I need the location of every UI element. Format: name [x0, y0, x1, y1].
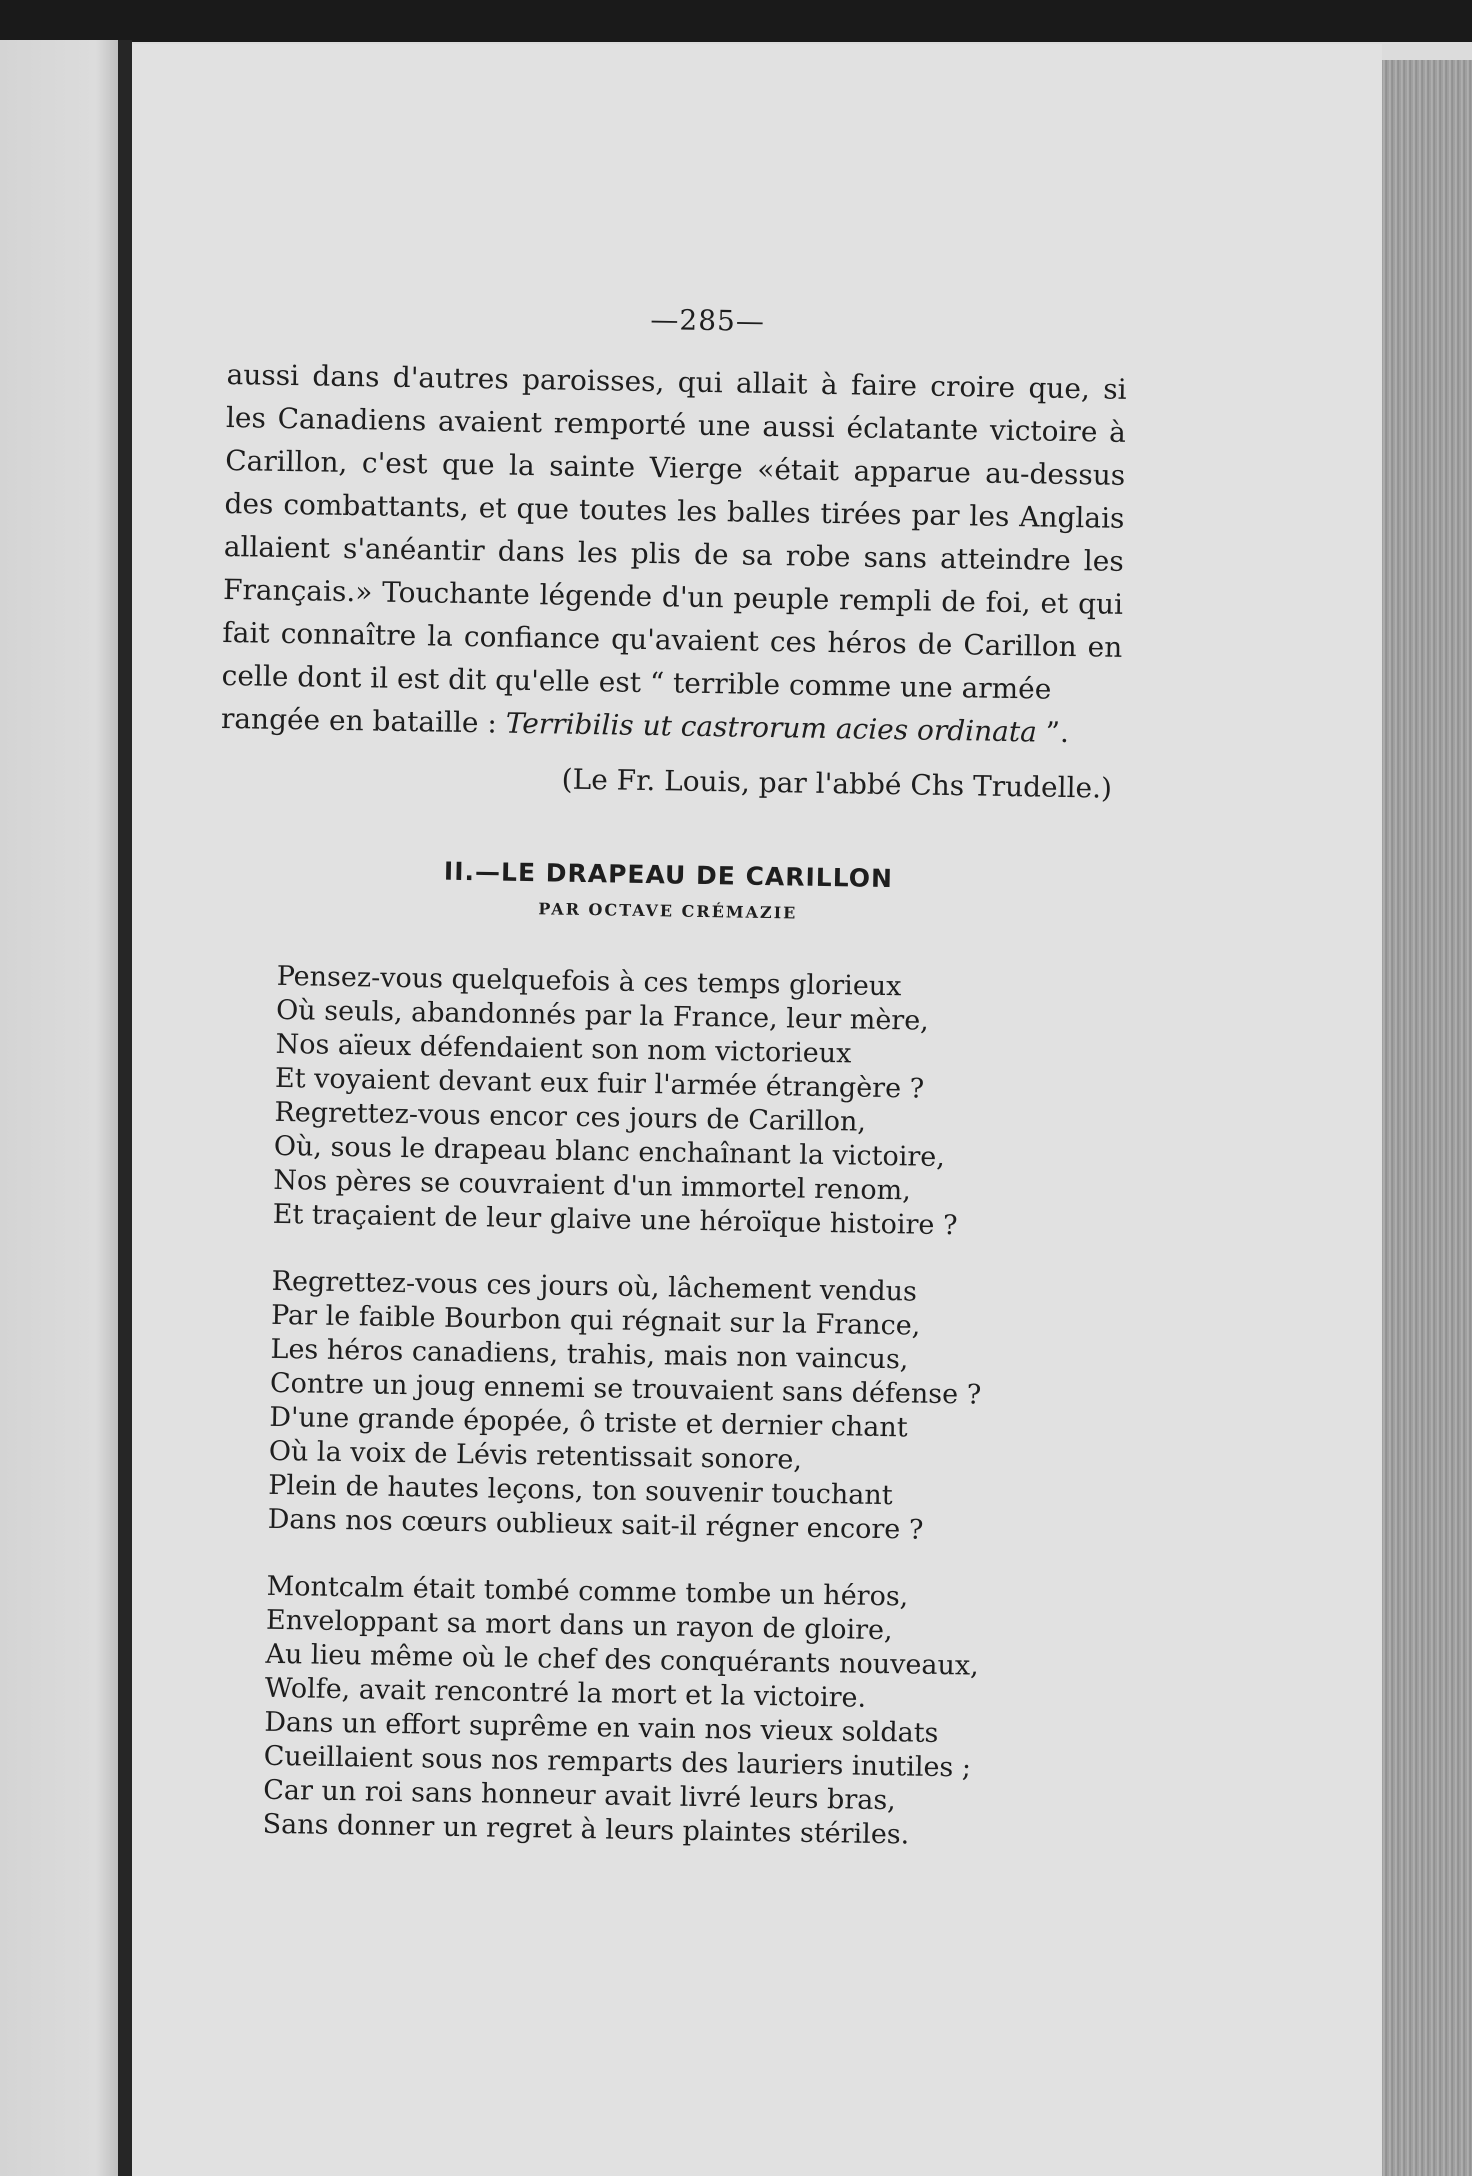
verse-line: Et traçaient de leur glaive une héroïque histoire ?: [272, 1198, 958, 1242]
prose-text: aussi dans d'autres paroisses, qui allait à faire croire que, si les Canadiens avaient remporté une aussi éclatante victoire à Carillon, c'est que la sainte Vierge «était apparue au-dessus des combattants, et que toutes les balles tirées par les Anglais allaient s'anéantir dans les plis de sa robe sans atteindre les Français.» Touchante légende d'un peuple rempli de foi, et qui fait connaître la confiance qu'avaient ces héros de Carillon en celle dont il est dit qu'elle est “ terrible comme une armée: [221, 357, 1127, 706]
verse-line: Regrettez-vous encor ces jours de Carillon,: [274, 1096, 867, 1138]
verse-line: Où la voix de Lévis retentissait sonore,: [268, 1435, 803, 1476]
verse-line: Cueillaient sous nos remparts des lauriers inutiles ;: [263, 1740, 972, 1784]
verse-line: Dans un effort suprême en vain nos vieux soldats: [264, 1706, 939, 1749]
latin-quote: Terribilis ut castrorum acies ordinata: [505, 706, 1038, 749]
verse-line: Enveloppant sa mort dans un rayon de gloire,: [265, 1604, 893, 1647]
verse-line: Les héros canadiens, trahis, mais non vaincus,: [270, 1333, 909, 1376]
section-author: PAR OCTAVE CRÉMAZIE: [538, 899, 798, 923]
verse-line: Contre un joug ennemi se trouvaient sans défense ?: [269, 1367, 982, 1411]
verse-line: Wolfe, avait rencontré la mort et la victoire.: [264, 1672, 867, 1714]
verse-line: Montcalm était tombé comme tombe un héros,: [266, 1570, 909, 1613]
stanza: [267, 1265, 1111, 1551]
stanza: [262, 1570, 1106, 1856]
verse-line: Plein de hautes leçons, ton souvenir touchant: [268, 1469, 893, 1512]
verse-line: Par le faible Bourbon qui régnait sur la France,: [270, 1299, 921, 1342]
verse-line: Au lieu même où le chef des conquérants nouveaux,: [265, 1638, 979, 1682]
page-number: —285—: [650, 303, 766, 338]
prose-paragraph: [221, 353, 1127, 755]
verse-line: Dans nos cœurs oublieux sait-il régner encore ?: [267, 1503, 924, 1546]
verse-line: Regrettez-vous ces jours où, lâchement vendus: [271, 1265, 918, 1308]
verse-line: Nos aïeux défendaient son nom victorieux: [275, 1028, 852, 1070]
attribution: (Le Fr. Louis, par l'abbé Chs Trudelle.): [561, 762, 1113, 805]
verse-line: Sans donner un regret à leurs plaintes stériles.: [262, 1808, 910, 1851]
stanza: [272, 960, 1116, 1246]
verse-line: Où, sous le drapeau blanc enchaînant la victoire,: [273, 1130, 946, 1174]
scan-top-border: [0, 0, 1472, 42]
verse-line: Car un roi sans honneur avait livré leurs bras,: [262, 1774, 897, 1817]
poem: [262, 960, 1117, 1856]
verse-line: D'une grande épopée, ô triste et dernier chant: [269, 1401, 908, 1444]
prose-last-line-end: ”.: [1036, 715, 1070, 750]
verse-line: Pensez-vous quelquefois à ces temps glorieux: [276, 960, 902, 1003]
section-title: II.—LE DRAPEAU DE CARILLON: [443, 856, 894, 894]
verse-line: Nos pères se couvraient d'un immortel renom,: [273, 1164, 912, 1207]
prose-last-line-start: rangée en bataille :: [220, 701, 507, 740]
page-stack-edge: [1382, 60, 1472, 2176]
verse-line: Et voyaient devant eux fuir l'armée étrangère ?: [274, 1062, 925, 1105]
book-gutter: [118, 40, 132, 2176]
verse-line: Où seuls, abandonnés par la France, leur mère,: [275, 994, 930, 1037]
page-content: [202, 296, 1128, 1889]
left-page-edge: [0, 40, 120, 2176]
